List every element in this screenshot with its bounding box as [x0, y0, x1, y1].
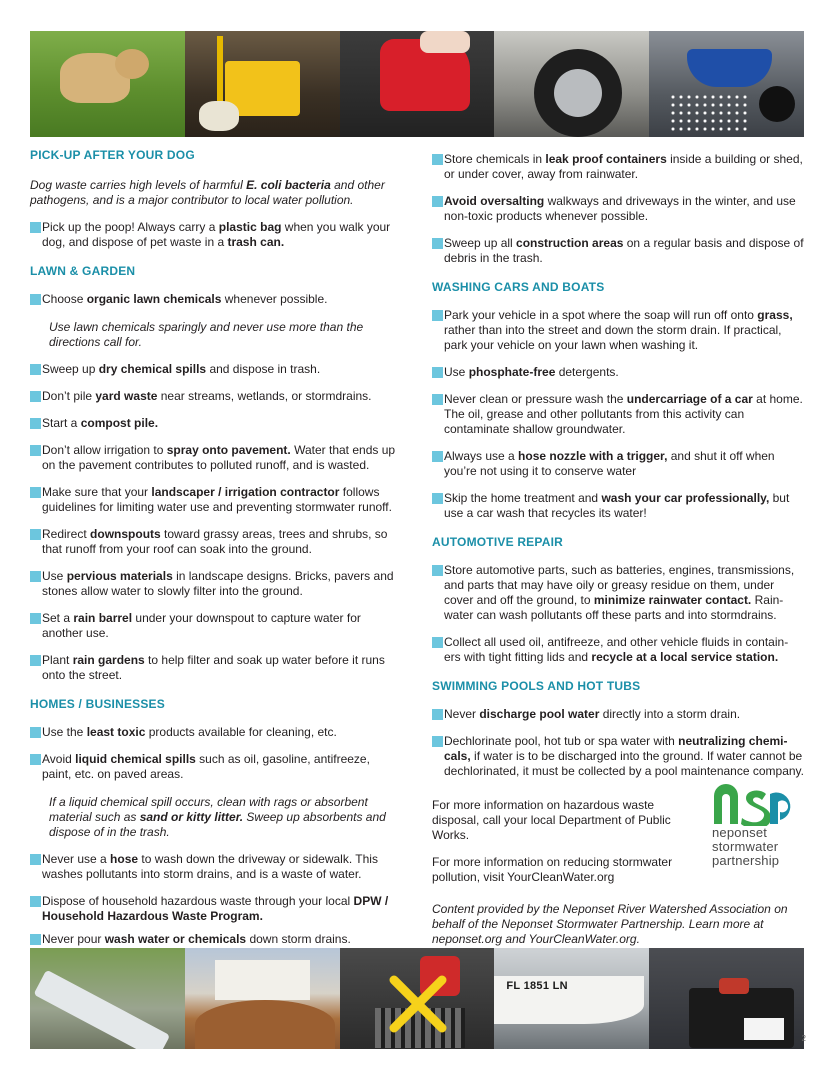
list-item: Dechlorinate pool, hot tub or spa water with neutralizing chemi-cals, if water is to be discharged into the ground. If water cannot be dechlorinated, it must be collected by a pool maintenance company. — [432, 734, 804, 779]
list-item: Don’t pile yard waste near streams, wetlands, or stormdrains. — [30, 389, 402, 404]
list-item: Sweep up dry chemical spills and dispose in trash. — [30, 362, 402, 377]
list-item: Make sure that your landscaper / irrigation contractor follows guidelines for limiting water use and preventing stormwater runoff. — [30, 485, 402, 515]
logo-word-1: neponset — [712, 825, 768, 840]
bullet-square-icon — [432, 736, 443, 747]
car-battery-photo-icon — [649, 948, 804, 1049]
bullet-square-icon — [432, 154, 443, 165]
nsp-logo-mark-icon — [712, 780, 802, 826]
boat-registration: FL 1851 LN — [506, 980, 568, 992]
list-item: Avoid liquid chemical spills such as oil, gasoline, antifreeze, paint, etc. on paved areas. — [30, 752, 402, 782]
list-item: Start a compost pile. — [30, 416, 402, 431]
list-item: Set a rain barrel under your downspout to capture water for another use. — [30, 611, 402, 641]
gas-can-photo-icon — [340, 31, 495, 137]
bullet-square-icon — [30, 571, 41, 582]
bullet-square-icon — [432, 310, 443, 321]
house-mulch-photo-icon — [185, 948, 340, 1049]
bullet-square-icon — [30, 445, 41, 456]
bullet-square-icon — [432, 451, 443, 462]
section-heading-lawn: LAWN & GARDEN — [30, 264, 136, 278]
bullet-square-icon — [30, 294, 41, 305]
list-item: Never discharge pool water directly into a storm drain. — [432, 707, 804, 722]
spill-note: If a liquid chemical spill occurs, clean with rags or absorbent material such as sand or kitty litter. Sweep up absorbents and dispose of in the trash. — [49, 795, 386, 839]
dog-photo-icon — [30, 31, 185, 137]
list-item: Skip the home treatment and wash your car professionally, but use a car wash that recycles its water! — [432, 491, 804, 521]
bullet-square-icon — [432, 637, 443, 648]
bullet-square-icon — [432, 196, 443, 207]
bullet-square-icon — [432, 493, 443, 504]
list-item: Pick up the poop! Always carry a plastic bag when you walk your dog, and dispose of pet waste in a trash can. — [30, 220, 402, 250]
list-item: Use the least toxic products available for cleaning, etc. — [30, 725, 402, 740]
list-item: Never clean or pressure wash the undercarriage of a car at home. The oil, grease and other pollutants from this activity can contaminate shallow groundwater. — [432, 392, 804, 437]
list-item: Store automotive parts, such as batteries, engines, transmissions, and parts that may have oily or greasy residue on them, under cover and off the ground, to minimize rainwater contact. Rain-water can wash pollutants off these parts and into stormdrains. — [432, 563, 804, 623]
bullet-square-icon — [30, 487, 41, 498]
boat-photo-icon — [494, 948, 649, 1049]
bullet-square-icon — [30, 222, 41, 233]
car-tire-photo-icon — [494, 31, 649, 137]
storm-drain-x-photo-icon — [340, 948, 495, 1049]
bullet-square-icon — [30, 896, 41, 907]
bullet-square-icon — [30, 727, 41, 738]
salt-spreader-photo-icon — [649, 31, 804, 137]
bullet-square-icon — [30, 613, 41, 624]
page-number: 2 — [801, 1034, 806, 1043]
left-column — [30, 148, 402, 947]
bullet-square-icon — [30, 854, 41, 865]
list-item: Sweep up all construction areas on a regular basis and dispose of debris in the trash. — [432, 236, 804, 266]
top-photo-strip — [30, 31, 804, 137]
list-item: Always use a hose nozzle with a trigger, and shut it off when you’re not using it to conserve water — [432, 449, 804, 479]
bullet-square-icon — [30, 391, 41, 402]
info-stormwater: For more information on reducing stormwater pollution, visit YourCleanWater.org — [432, 855, 673, 884]
section-heading-homes: HOMES / BUSINESSES — [30, 697, 165, 711]
bullet-square-icon — [30, 529, 41, 540]
section-heading-pools: SWIMMING POOLS AND HOT TUBS — [432, 679, 641, 693]
list-item: Dispose of household hazardous waste through your local DPW / Household Hazardous Waste Program. — [30, 894, 402, 924]
list-item: Redirect downspouts toward grassy areas, trees and shrubs, so that runoff from your roof can soak into the ground. — [30, 527, 402, 557]
bullet-square-icon — [30, 754, 41, 765]
bullet-square-icon — [432, 238, 443, 249]
dog-intro: Dog waste carries high levels of harmful E. coli bacteria and other pathogens, and is a major contributor to local water pollution. — [30, 178, 385, 207]
lawn-note: Use lawn chemicals sparingly and never use more than the directions call for. — [49, 320, 364, 349]
bullet-square-icon — [30, 418, 41, 429]
downspout-photo-icon — [30, 948, 185, 1049]
list-item: Never pour wash water or chemicals down storm drains. — [30, 932, 402, 947]
credit-text: Content provided by the Neponset River Watershed Association on behalf of the Neponset Stormwater Partnership. Learn more at neponset.org and YourCleanWater.org. — [432, 902, 788, 946]
logo-word-2: stormwater — [712, 839, 779, 854]
bullet-square-icon — [432, 565, 443, 576]
prohibited-x-icon — [388, 974, 448, 1034]
info-hazardous: For more information on hazardous waste disposal, call your local Department of Public Works. — [432, 798, 671, 842]
bullet-square-icon — [432, 367, 443, 378]
bottom-photo-strip — [30, 948, 804, 1049]
list-item: Plant rain gardens to help filter and soak up water before it runs onto the street. — [30, 653, 402, 683]
bullet-square-icon — [432, 709, 443, 720]
list-item: Never use a hose to wash down the driveway or sidewalk. This washes pollutants into storm drains, and is a waste of water. — [30, 852, 402, 882]
section-heading-auto: AUTOMOTIVE REPAIR — [432, 535, 563, 549]
bullet-square-icon — [30, 934, 41, 945]
list-item: Park your vehicle in a spot where the soap will run off onto grass, rather than into the street and down the storm drain. If practical, park your vehicle on your lawn when washing it. — [432, 308, 804, 353]
bullet-square-icon — [30, 655, 41, 666]
list-item: Collect all used oil, antifreeze, and other vehicle fluids in contain-ers with tight fitting lids and recycle at a local service station. — [432, 635, 804, 665]
list-item: Store chemicals in leak proof containers inside a building or shed, or under cover, away from rainwater. — [432, 152, 804, 182]
section-heading-cars: WASHING CARS AND BOATS — [432, 280, 605, 294]
list-item: Avoid oversalting walkways and driveways in the winter, and use non-toxic products whenever possible. — [432, 194, 804, 224]
bullet-square-icon — [432, 394, 443, 405]
list-item: Use phosphate-free detergents. — [432, 365, 804, 380]
list-item: Don’t allow irrigation to spray onto pavement. Water that ends up on the pavement contributes to polluted runoff, and is wasted. — [30, 443, 402, 473]
section-heading-dog: PICK-UP AFTER YOUR DOG — [30, 148, 195, 162]
nsp-logo — [682, 780, 802, 868]
list-item: Use pervious materials in landscape designs. Bricks, pavers and stones allow water to slowly filter into the ground. — [30, 569, 402, 599]
bullet-square-icon — [30, 364, 41, 375]
logo-word-3: partnership — [712, 853, 780, 868]
mop-bucket-photo-icon — [185, 31, 340, 137]
list-item: Choose organic lawn chemicals whenever possible. — [30, 292, 402, 307]
